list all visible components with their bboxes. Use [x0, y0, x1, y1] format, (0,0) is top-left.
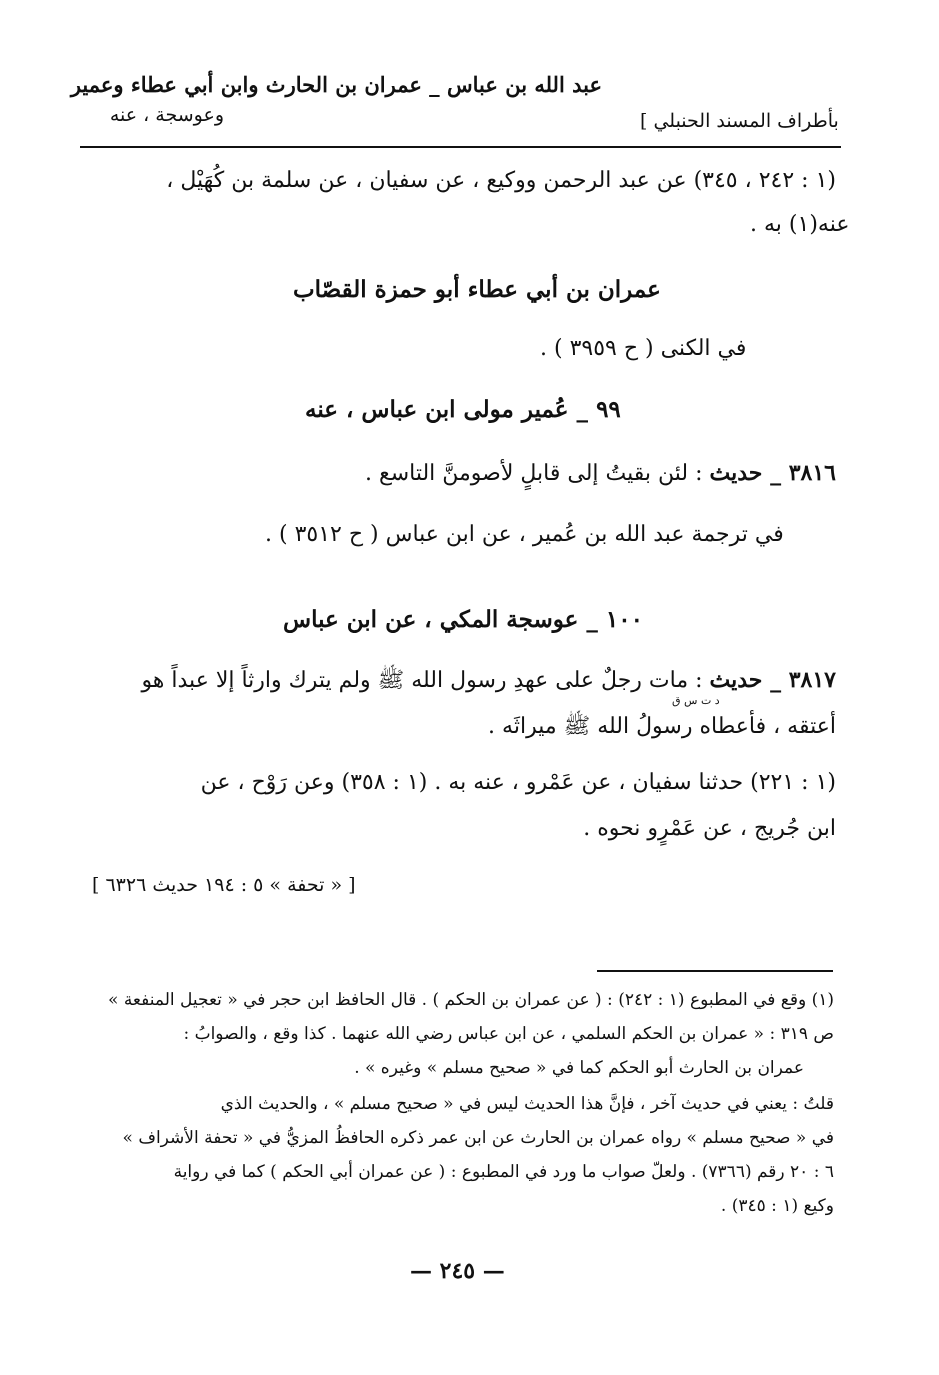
hadith-3816 — [365, 460, 836, 486]
tarjama-reference: في ترجمة عبد الله بن عُمير ، عن ابن عباس ( ح ٣٥١٢ ) . — [265, 522, 784, 547]
section-heading-imran: عمران بن أبي عطاء أبو حمزة القصّاب — [293, 276, 661, 303]
running-header-title: عبد الله بن عباس _ عمران بن الحارث وابن أبي عطاء وعمير — [70, 72, 602, 97]
hadith-3817-line-1 — [141, 666, 836, 698]
hadith-number-3817: ٣٨١٧ _ حديث — [709, 667, 836, 693]
page-number: — ٢٤٥ — — [410, 1258, 505, 1284]
hadith-text-3816: : لئن بقيتُ إلى قابلٍ لأصومنَّ التاسع . — [365, 461, 703, 486]
header-rule — [80, 146, 841, 148]
sigla: د ت س ق — [672, 694, 720, 707]
section-heading-100: ١٠٠ _ عوسجة المكي ، عن ابن عباس — [283, 606, 643, 633]
footnote-line: في « صحيح مسلم » رواه عمران بن الحارث عن ابن عمر ذكره الحافظُ المزيُّ في « تحفة الأشراف » — [122, 1128, 834, 1148]
running-header-book-title: بأطراف المسند الحنبلي ] — [640, 110, 839, 132]
footnote-line: عمران بن الحارث أبو الحكم كما في « صحيح مسلم » وغيره » . — [354, 1058, 804, 1078]
footnote-line: ٦ : ٢٠ رقم (٧٣٦٦) . ولعلّ صواب ما ورد في المطبوع : ( عن عمران أبي الحكم ) كما في رواية — [173, 1162, 834, 1182]
tuhfa-reference: [ « تحفة » ٥ : ١٩٤ حديث ٦٣٢٦ ] — [92, 874, 356, 896]
hadith-number-3816: ٣٨١٦ _ حديث — [709, 460, 836, 486]
footnote-line: (١) وقع في المطبوع (١ : ٢٤٢) : ( عن عمران بن الحكم ) . قال الحافظ ابن حجر في « تعجيل المنفعة » — [108, 990, 834, 1010]
isnad-line-1: (١ : ٢٢١) حدثنا سفيان ، عن عَمْرو ، عنه به . (١ : ٣٥٨) وعن رَوْح ، عن — [200, 770, 836, 795]
footnote-line: وكيع (١ : ٣٤٥) . — [720, 1196, 834, 1216]
footnote-line: ص ٣١٩ : « عمران بن الحكم السلمي ، عن ابن عباس رضي الله عنهما . كذا وقع ، والصوابُ : — [183, 1024, 834, 1044]
section-heading-99: ٩٩ _ عُمير مولى ابن عباس ، عنه — [305, 396, 621, 423]
intro-line-2: عنه(١) به . — [750, 212, 850, 237]
footnote-line: قلتُ : يعني في حديث آخر ، فإنَّ هذا الحديث ليس في « صحيح مسلم » ، والحديث الذي — [220, 1094, 834, 1114]
hadith-text-3817-a: : مات رجلٌ على عهدِ رسول الله ﷺ ولم يترك وارثاً إلا عبداً هو — [141, 668, 703, 693]
kuna-reference: في الكنى ( ح ٣٩٥٩ ) . — [540, 336, 747, 361]
running-header-subtitle: وعوسجة ، عنه — [109, 104, 224, 126]
isnad-line-2: ابن جُريج ، عن عَمْرٍو نحوه . — [583, 816, 836, 841]
footnote-rule — [597, 970, 833, 972]
hadith-3817-line-2: أعتقه ، فأعطاه رسولُ الله ﷺ ميراثَه . — [488, 714, 836, 739]
intro-line-1: (١ : ٢٤٢ ، ٣٤٥) عن عبد الرحمن ووكيع ، عن سفيان ، عن سلمة بن كُهَيْل ، — [166, 168, 836, 193]
